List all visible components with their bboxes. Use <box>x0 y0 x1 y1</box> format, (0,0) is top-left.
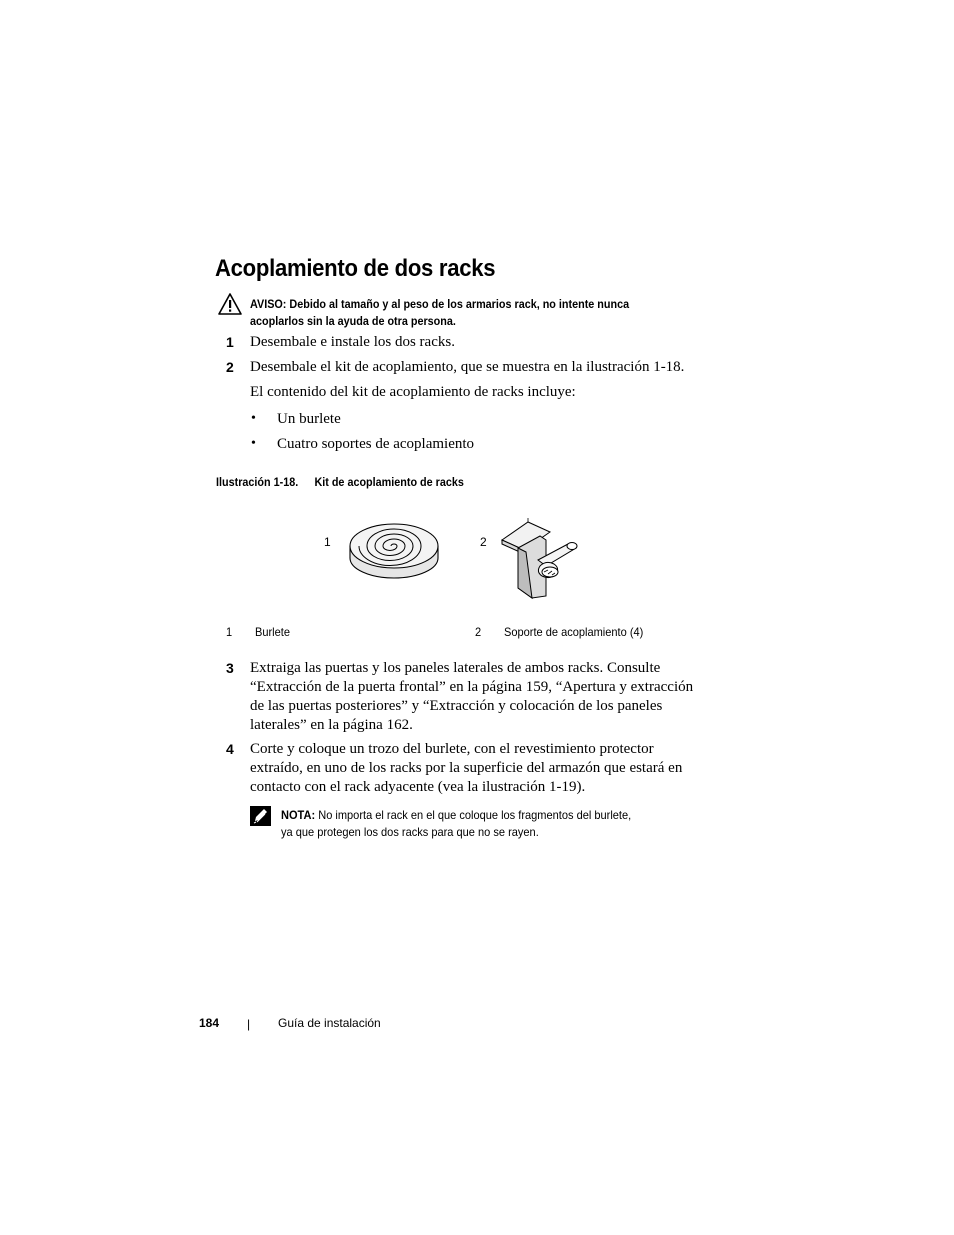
step-number-1: 1 <box>226 334 234 350</box>
footer-separator: | <box>247 1017 251 1031</box>
callout-1: 1 <box>324 535 331 549</box>
note-line-2: ya que protegen los dos racks para que no se rayen. <box>281 825 539 839</box>
step-4-line-3: contacto con el rack adyacente (vea la ilustración 1-19). <box>250 779 586 795</box>
burlete-illustration <box>347 516 441 587</box>
notice-line-1: Debido al tamaño y al peso de los armarios rack, no intente nunca <box>289 297 630 311</box>
step-number-3: 3 <box>226 660 234 676</box>
footer-book-title: Guía de instalación <box>278 1016 381 1030</box>
legend-text-2: Soporte de acoplamiento (4) <box>504 625 644 639</box>
soporte-illustration <box>498 518 584 607</box>
warning-icon <box>217 292 243 321</box>
step-number-2: 2 <box>226 359 234 375</box>
kit-intro: El contenido del kit de acoplamiento de racks incluye: <box>250 384 576 400</box>
legend-num-2: 2 <box>475 625 482 639</box>
notice-label: AVISO: <box>250 297 287 311</box>
step-3-line-2: “Extracción de la puerta frontal” en la página 159, “Apertura y extracción <box>250 679 694 695</box>
kit-item-2: Cuatro soportes de acoplamiento <box>277 436 475 452</box>
step-4-line-1: Corte y coloque un trozo del burlete, con el revestimiento protector <box>250 741 654 757</box>
step-3-text <box>250 659 710 735</box>
note-label: NOTA: <box>281 808 316 822</box>
bullet-icon: • <box>251 411 256 426</box>
note-block <box>281 807 686 841</box>
legend-num-1: 1 <box>226 625 233 639</box>
note-line-1: No importa el rack en el que coloque los fragmentos del burlete, <box>318 808 632 822</box>
figure-title: Kit de acoplamiento de racks <box>314 475 464 489</box>
step-4-line-2: extraído, en uno de los racks por la superficie del armazón que estará en <box>250 760 683 776</box>
step-3-line-3: de las puertas posteriores” y “Extracción y colocación de los paneles <box>250 698 663 714</box>
warning-notice <box>250 296 664 330</box>
step-4-text <box>250 740 710 797</box>
page-number: 184 <box>199 1016 220 1030</box>
step-2-text: Desembale el kit de acoplamiento, que se muestra en la ilustración 1-18. <box>250 359 685 375</box>
note-pencil-icon <box>250 806 271 831</box>
figure-label: Ilustración 1-18. <box>216 475 299 489</box>
notice-line-2: acoplarlos sin la ayuda de otra persona. <box>250 314 456 328</box>
callout-2: 2 <box>480 535 487 549</box>
legend-text-1: Burlete <box>255 625 290 639</box>
step-number-4: 4 <box>226 741 234 757</box>
kit-item-1: Un burlete <box>277 411 341 427</box>
bullet-icon: • <box>251 436 256 451</box>
figure-caption <box>216 475 464 489</box>
step-3-line-4: laterales” en la página 162. <box>250 717 413 733</box>
page-title: Acoplamiento de dos racks <box>215 255 496 282</box>
step-1-text: Desembale e instale los dos racks. <box>250 334 455 350</box>
step-3-line-1: Extraiga las puertas y los paneles laterales de ambos racks. Consulte <box>250 660 661 676</box>
